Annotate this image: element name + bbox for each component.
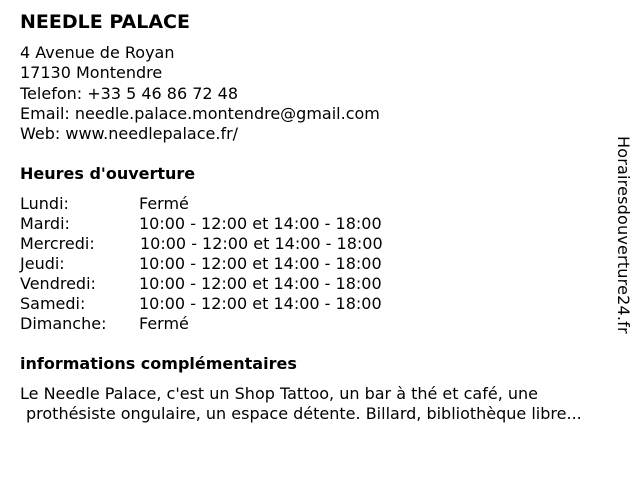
website-line: Web: www.needlepalace.fr/ [20,124,239,143]
watermark-text: Horairesdouverture24.fr [614,136,633,334]
hours-day-label: Samedi: [20,294,86,313]
hours-row-dimanche [20,314,440,334]
hours-time-value: 10:00 - 12:00 et 14:00 - 18:00 [140,234,383,253]
email-line: Email: needle.palace.montendre@gmail.com [20,104,380,123]
address-street: 4 Avenue de Royan [20,43,175,62]
hours-row-jeudi [20,254,440,274]
hours-row-mercredi [20,234,440,254]
phone-line: Telefon: +33 5 46 86 72 48 [20,84,239,103]
hours-time-value: 10:00 - 12:00 et 14:00 - 18:00 [139,214,382,233]
hours-day-label: Jeudi: [20,254,65,273]
hours-row-mardi [20,214,440,234]
address-city: 17130 Montendre [20,63,163,82]
hours-time-value: Fermé [139,314,189,333]
opening-hours-heading: Heures d'ouverture [20,164,196,183]
business-name: NEEDLE PALACE [20,11,190,33]
hours-day-label: Dimanche: [20,314,107,333]
hours-day-label: Mercredi: [20,234,95,253]
hours-row-vendredi [20,274,440,294]
description-line-2: prothésiste ongulaire, un espace détente. Billard, bibliothèque libre... [26,404,582,423]
hours-row-samedi [20,294,440,314]
hours-time-value: 10:00 - 12:00 et 14:00 - 18:00 [139,294,382,313]
hours-day-label: Mardi: [20,214,70,233]
description-line-1: Le Needle Palace, c'est un Shop Tattoo, un bar à thé et café, une [20,384,539,403]
hours-row-lundi [20,194,440,214]
hours-time-value: 10:00 - 12:00 et 14:00 - 18:00 [139,274,382,293]
hours-time-value: Fermé [139,194,189,213]
hours-day-label: Lundi: [20,194,69,213]
hours-day-label: Vendredi: [20,274,96,293]
hours-time-value: 10:00 - 12:00 et 14:00 - 18:00 [139,254,382,273]
additional-info-heading: informations complémentaires [20,354,297,373]
watermark [612,136,634,344]
